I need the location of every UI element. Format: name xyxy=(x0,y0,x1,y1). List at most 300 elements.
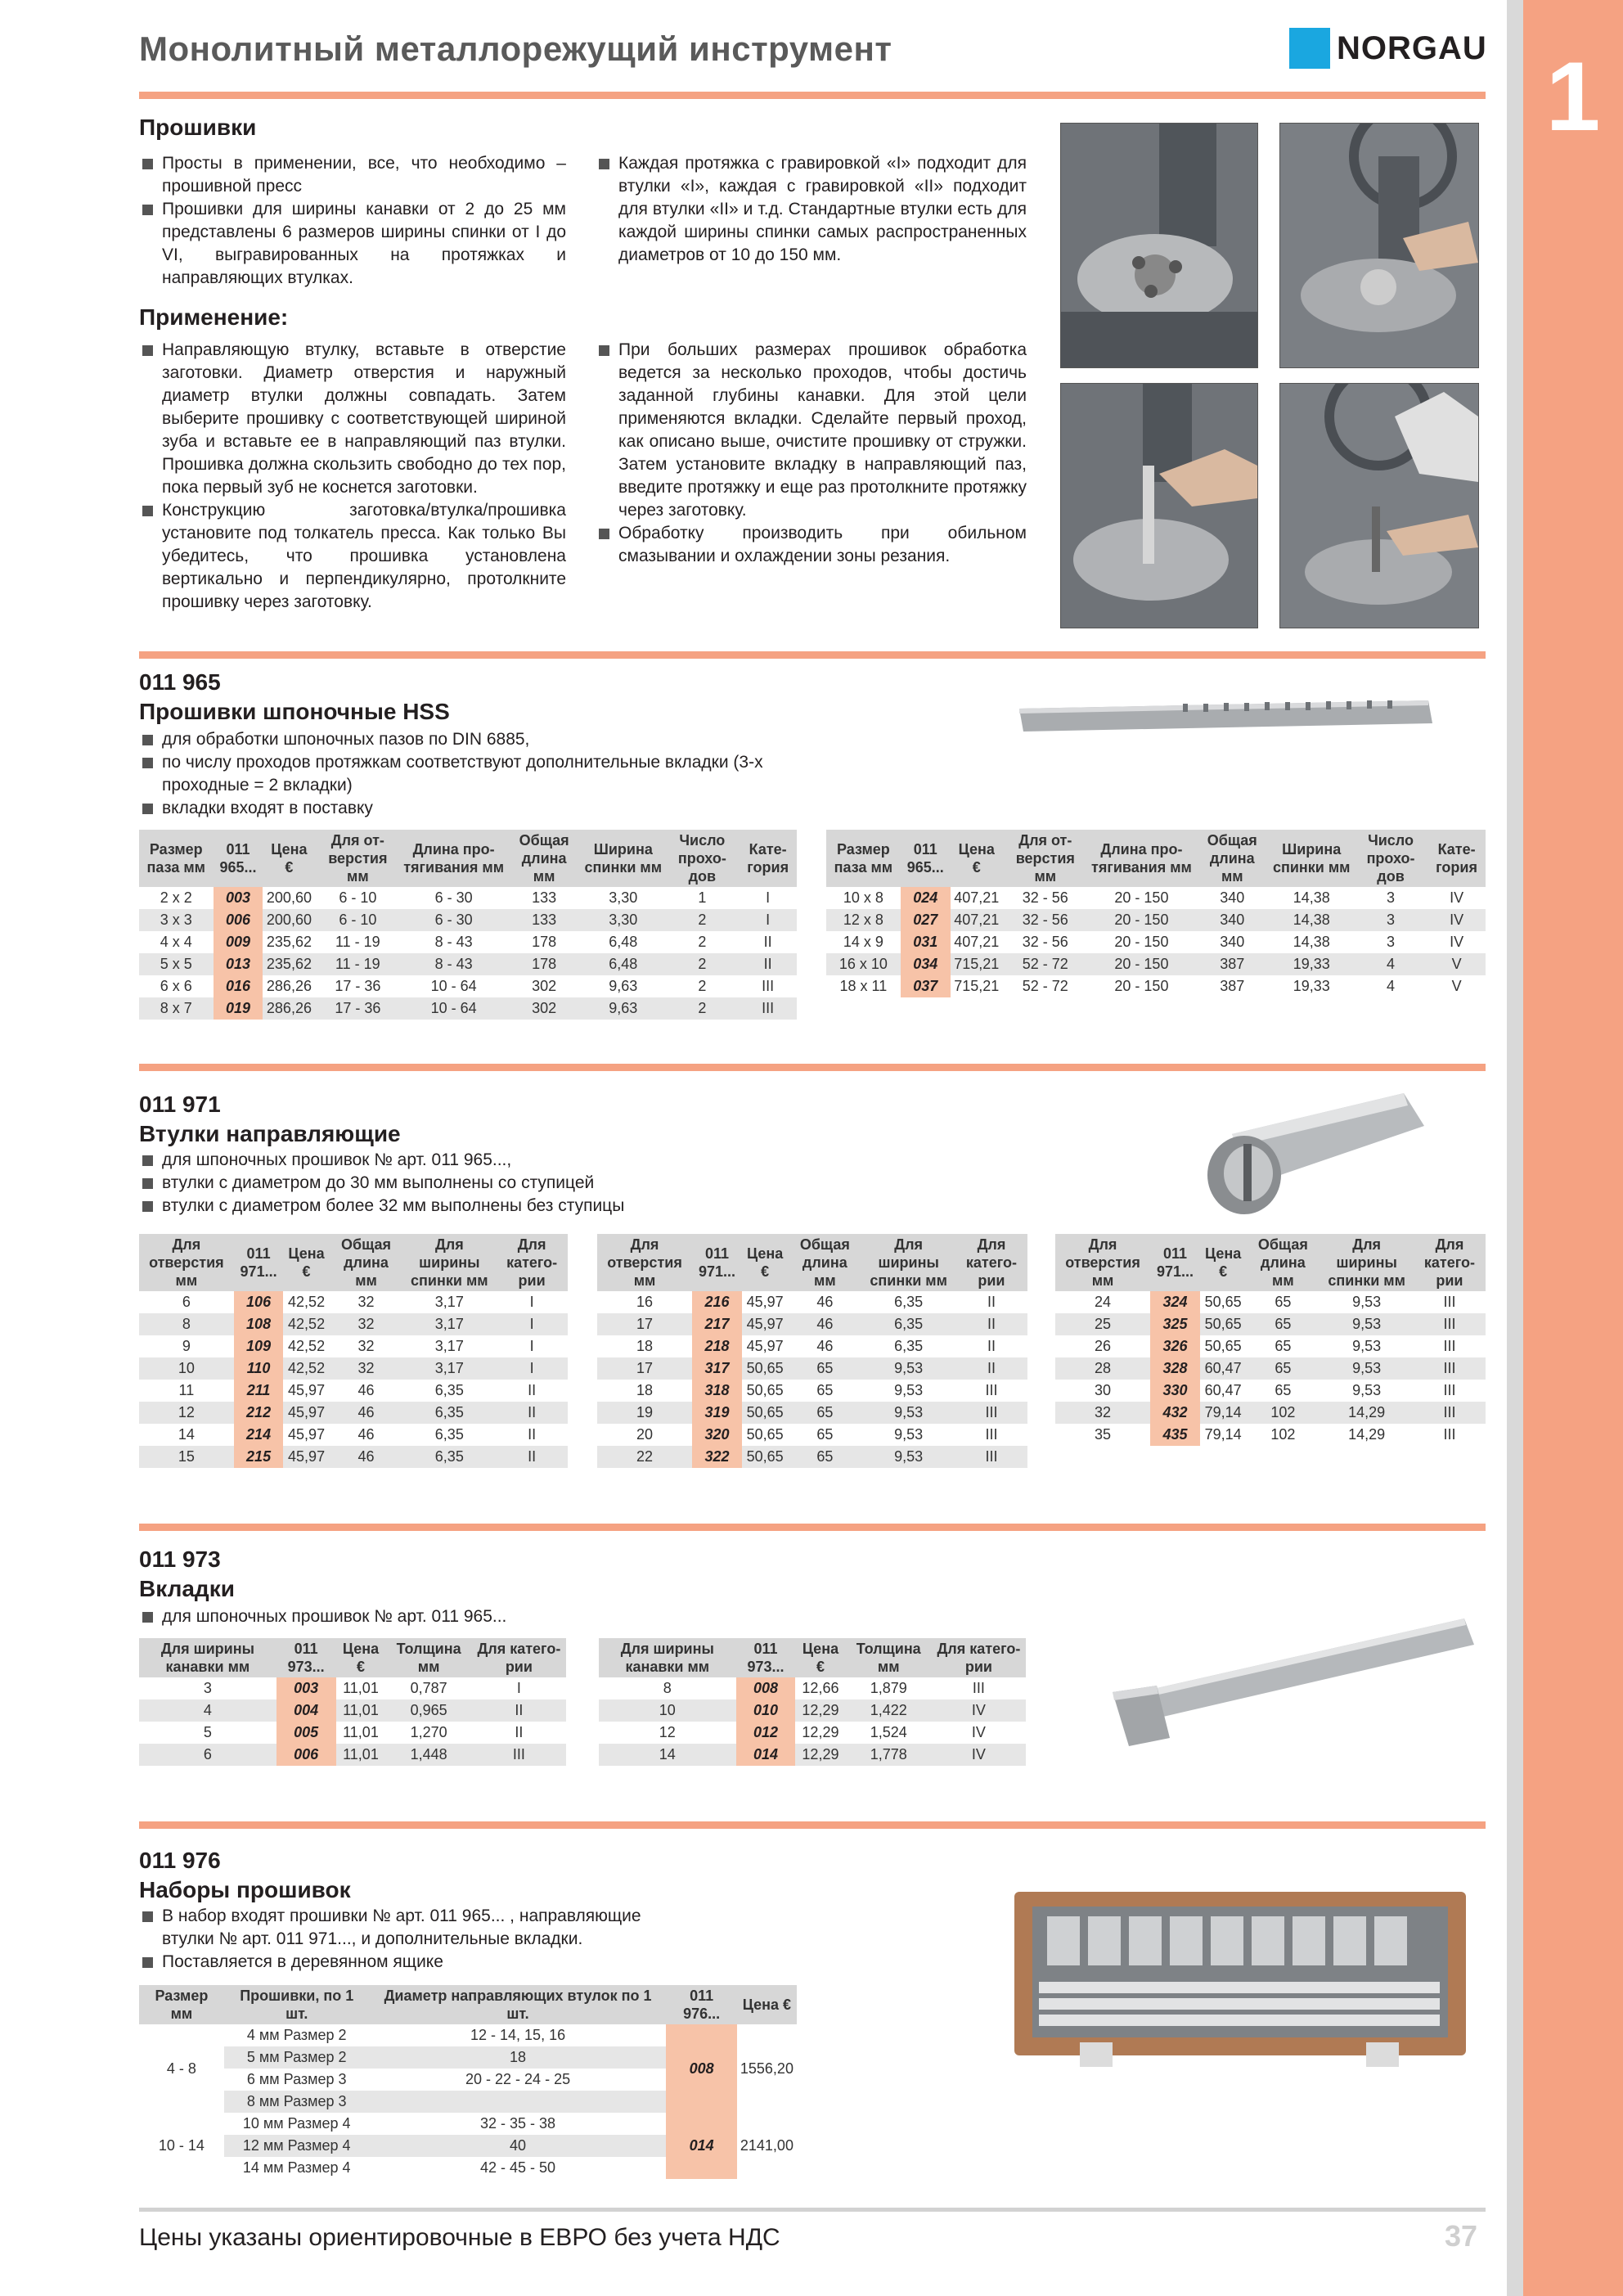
table-row xyxy=(139,953,797,975)
bullet-item: Просты в применении, все, что необходимо – прошивной пресс xyxy=(141,152,566,198)
article-suffix-cell: 317 xyxy=(692,1357,742,1380)
table-cell: 46 xyxy=(788,1313,861,1335)
table-cell: 407,21 xyxy=(954,889,1000,906)
table-row xyxy=(139,2113,797,2135)
column-header: Для ширины спинки мм xyxy=(402,1234,496,1291)
broach-image xyxy=(1019,694,1436,747)
table-cell: II xyxy=(496,1402,568,1424)
article-code-965: 011 965 xyxy=(139,669,221,695)
bullet-item: по числу проходов протяжкам соответствуют дополнительные вкладки (3-х проходные = 2 вкладки) xyxy=(141,751,812,797)
page-number: 37 xyxy=(1445,2219,1478,2253)
table-cell: 20 - 150 xyxy=(1088,953,1195,975)
column-header: Общая длина мм xyxy=(507,830,581,887)
column-header: Общая длина мм xyxy=(330,1234,403,1291)
table-cell: II xyxy=(496,1446,568,1468)
table-cell: 17 - 36 xyxy=(335,978,381,994)
table-cell: 16 xyxy=(636,1294,654,1310)
table-cell: 1,448 xyxy=(385,1744,471,1766)
table-cell: III xyxy=(1443,1294,1456,1310)
broach-table-right xyxy=(826,830,1486,997)
table-cell: 28 xyxy=(1055,1357,1150,1380)
table-cell: 50,65 xyxy=(1200,1313,1246,1335)
table-cell: 178 xyxy=(507,953,581,975)
article-suffix-cell: 324 xyxy=(1150,1291,1200,1313)
broach-item-cell: 12 мм Размер 4 xyxy=(224,2135,370,2157)
column-header: Размер паза мм xyxy=(139,830,214,887)
table-cell: 6,35 xyxy=(402,1402,496,1424)
table-cell: II xyxy=(987,1338,996,1354)
column-header: Ширина спинки мм xyxy=(1270,830,1354,887)
article-suffix-cell: 003 xyxy=(214,887,263,909)
brand-name: NORGAU xyxy=(1337,29,1487,66)
table-cell: 18 xyxy=(636,1338,654,1354)
table-cell: 3 xyxy=(1387,889,1396,906)
table-cell: 3 xyxy=(203,1680,212,1696)
column-header: Для катего- рии xyxy=(496,1234,568,1291)
table-cell: 30 xyxy=(1095,1382,1112,1398)
table-cell: 60,47 xyxy=(1200,1357,1246,1380)
table-cell: 12 xyxy=(139,1402,234,1424)
table-row xyxy=(139,2024,797,2046)
table-row xyxy=(1055,1357,1486,1380)
table-cell: I xyxy=(496,1357,568,1380)
table-row xyxy=(1055,1402,1486,1424)
table-cell: I xyxy=(496,1313,568,1335)
table-cell: IV xyxy=(1427,909,1486,931)
table-cell: 20 - 150 xyxy=(1114,978,1169,994)
intro-right-column xyxy=(597,152,1027,267)
column-header: Для катего- рии xyxy=(1414,1234,1486,1291)
article-suffix-cell: 006 xyxy=(276,1744,336,1766)
table-cell: 12,29 xyxy=(802,1724,839,1740)
table-cell: 79,14 xyxy=(1200,1402,1246,1424)
table-row xyxy=(139,1380,568,1402)
table-cell: 9,53 xyxy=(1320,1357,1414,1380)
table-cell: 340 xyxy=(1195,909,1269,931)
set-code-cell: 014 xyxy=(666,2113,736,2179)
table-cell: 3,17 xyxy=(434,1294,464,1310)
table-row xyxy=(139,1424,568,1446)
table-cell: 46 xyxy=(816,1338,834,1354)
table-cell: 18 x 11 xyxy=(839,978,888,994)
bullet-item: втулки с диаметром более 32 мм выполнены без ступицы xyxy=(141,1195,877,1218)
table-cell: 14,38 xyxy=(1270,909,1354,931)
column-header: Кате- гория xyxy=(739,830,797,887)
table-cell: 50,65 xyxy=(1204,1294,1242,1310)
table-cell: 20 - 150 xyxy=(1114,934,1169,950)
table-row xyxy=(599,1699,1026,1722)
table-cell: 65 xyxy=(816,1426,834,1443)
table-cell: 14,29 xyxy=(1348,1426,1386,1443)
table-row xyxy=(139,1446,568,1468)
table-row xyxy=(139,1744,566,1766)
table-cell: 19,33 xyxy=(1270,953,1354,975)
table-cell: 1,422 xyxy=(846,1699,932,1722)
bullet-item: Поставляется в деревянном ящике xyxy=(141,1951,697,1974)
table-cell: 1,524 xyxy=(870,1724,907,1740)
column-header: Общая длина мм xyxy=(1195,830,1269,887)
table-cell: 133 xyxy=(532,889,557,906)
table-cell: 11 xyxy=(178,1382,195,1398)
column-header: Длина про- тягивания мм xyxy=(1088,830,1195,887)
table-row xyxy=(139,1291,568,1313)
shim-table-left xyxy=(139,1638,566,1766)
section-rule-973 xyxy=(139,1524,1486,1531)
table-cell: 3,17 xyxy=(402,1357,496,1380)
table-cell: 3,17 xyxy=(402,1313,496,1335)
table-cell: III xyxy=(1443,1382,1456,1398)
table-cell: 6 - 30 xyxy=(400,909,507,931)
column-header: 011 973... xyxy=(736,1638,796,1677)
table-cell: 1,879 xyxy=(870,1680,907,1696)
table-cell: 3,17 xyxy=(434,1338,464,1354)
table-cell: 10 xyxy=(599,1699,736,1722)
table-cell: V xyxy=(1451,978,1462,994)
column-header: 011 976... xyxy=(666,1985,736,2024)
table-cell: 4 xyxy=(1354,953,1427,975)
table-cell: 12,66 xyxy=(802,1680,839,1696)
column-header: Для ширины канавки мм xyxy=(599,1638,736,1677)
article-suffix-cell: 319 xyxy=(692,1402,742,1424)
bullet-item: Обработку производить при обильном смазывании и охлаждении зоны резания. xyxy=(597,522,1027,568)
section-title-976: Наборы прошивок xyxy=(139,1877,351,1902)
article-suffix-cell: 218 xyxy=(692,1335,742,1357)
column-header: Цена € xyxy=(742,1234,788,1291)
table-cell: 50,65 xyxy=(742,1446,788,1468)
table-cell: 46 xyxy=(816,1294,834,1310)
table-cell: 10 xyxy=(139,1357,234,1380)
table-cell: III xyxy=(762,978,775,994)
table-cell: 45,97 xyxy=(283,1446,329,1468)
table-cell: 18 xyxy=(636,1382,654,1398)
table-cell: 65 xyxy=(1275,1294,1292,1310)
table-cell: 10 - 64 xyxy=(400,997,507,1020)
bushing-diameter-cell: 32 - 35 - 38 xyxy=(370,2113,667,2135)
bullets-976 xyxy=(141,1905,697,1974)
article-suffix-cell: 005 xyxy=(276,1722,336,1744)
table-cell: 20 xyxy=(636,1426,654,1443)
table-cell: 286,26 xyxy=(266,978,312,994)
article-suffix-cell: 009 xyxy=(214,931,263,953)
column-header: 011 971... xyxy=(234,1234,284,1291)
bullet-item: Каждая протяжка с гравировкой «I» подходит для втулки «I», каждая с гравировкой «II» подходит для втулки «II» и т.д. Стандартные втулки есть для каждой ширины спинки самых распространенных диаметров от 10 до 150 мм. xyxy=(597,152,1027,267)
table-cell: 65 xyxy=(788,1402,861,1424)
article-code-976: 011 976 xyxy=(139,1848,221,1873)
bullet-item: вкладки входят в поставку xyxy=(141,797,812,820)
column-header: Цена € xyxy=(1200,1234,1246,1291)
article-suffix-cell: 326 xyxy=(1150,1335,1200,1357)
table-cell: 340 xyxy=(1220,889,1245,906)
table-cell: 25 xyxy=(1055,1313,1150,1335)
table-cell: 14,38 xyxy=(1293,889,1330,906)
table-cell: 9,53 xyxy=(861,1402,955,1424)
broaching-photo-2 xyxy=(1279,123,1479,368)
table-cell: 9,53 xyxy=(894,1426,924,1443)
table-cell: 10 x 8 xyxy=(843,889,883,906)
article-suffix-cell: 019 xyxy=(214,997,263,1020)
column-header: 011 971... xyxy=(1150,1234,1200,1291)
column-header: Толщина мм xyxy=(385,1638,471,1677)
broach-set-table xyxy=(139,1985,797,2179)
column-header: Толщина мм xyxy=(846,1638,932,1677)
article-suffix-cell: 212 xyxy=(234,1402,284,1424)
table-row xyxy=(139,1402,568,1424)
table-row xyxy=(826,887,1486,909)
table-cell: 9 xyxy=(182,1338,191,1354)
table-cell: 235,62 xyxy=(263,953,315,975)
table-cell: 32 xyxy=(357,1338,375,1354)
article-suffix-cell: 037 xyxy=(901,975,951,997)
table-cell: 10 - 64 xyxy=(430,978,477,994)
table-cell: 11,01 xyxy=(343,1724,379,1740)
table-cell: 2 xyxy=(698,934,707,950)
article-suffix-cell: 330 xyxy=(1150,1380,1200,1402)
table-cell: 200,60 xyxy=(266,889,312,906)
table-cell: 45,97 xyxy=(288,1426,326,1443)
column-header: Для от- верстия мм xyxy=(1003,830,1088,887)
table-cell: 65 xyxy=(816,1382,834,1398)
table-cell: 407,21 xyxy=(954,934,1000,950)
table-cell: 3 xyxy=(1387,934,1396,950)
article-suffix-cell: 034 xyxy=(901,953,951,975)
article-suffix-cell: 109 xyxy=(234,1335,284,1357)
bushing-table-3 xyxy=(1055,1234,1486,1446)
chapter-sidebar xyxy=(1523,0,1623,2296)
bushing-diameter-cell: 18 xyxy=(370,2046,667,2069)
column-header: Размер паза мм xyxy=(826,830,901,887)
table-cell: 32 xyxy=(357,1294,375,1310)
column-header: Для от- верстия мм xyxy=(315,830,400,887)
sidebar-gray-strip xyxy=(1507,0,1523,2296)
usage-title: Применение: xyxy=(139,304,289,330)
column-header: 011 965... xyxy=(214,830,263,887)
table-row xyxy=(597,1402,1027,1424)
table-cell: 6,48 xyxy=(609,934,638,950)
table-cell: II xyxy=(987,1294,996,1310)
table-cell: 46 xyxy=(357,1426,375,1443)
bullet-item: Направляющую втулку, вставьте в отверстие заготовки. Диаметр отверстия и наружный диаметр втулки должны совпадать. Затем выберите прошивку с соответствующей шириной зуба и вставьте ее в направляющий паз втулки. Прошивка должна скользить свободно до тех пор, пока первый зуб не коснется заготовки. xyxy=(141,339,566,499)
bullet-item: Прошивки для ширины канавки от 2 до 25 мм представлены 6 размеров ширины спинки от I до VI, выгравированных на протяжках и направляющих втулках. xyxy=(141,198,566,290)
table-cell: 4 x 4 xyxy=(160,934,192,950)
table-cell: 6,35 xyxy=(402,1446,496,1468)
table-cell: 178 xyxy=(532,934,557,950)
table-cell: 19 xyxy=(597,1402,692,1424)
usage-left-column xyxy=(141,339,566,614)
table-cell: 5 xyxy=(203,1724,212,1740)
column-header: Прошивки, по 1 шт. xyxy=(224,1985,370,2024)
broach-item-cell: 14 мм Размер 4 xyxy=(224,2157,370,2179)
bullets-973 xyxy=(141,1605,877,1628)
table-cell: 16 x 10 xyxy=(826,953,901,975)
table-cell: 19,33 xyxy=(1293,978,1330,994)
article-suffix-cell: 318 xyxy=(692,1380,742,1402)
table-cell: 0,787 xyxy=(410,1680,447,1696)
bushing-diameter-cell: 20 - 22 - 24 - 25 xyxy=(370,2069,667,2091)
table-cell: 6 x 6 xyxy=(160,978,192,994)
table-cell: 6,35 xyxy=(434,1382,464,1398)
table-cell: 6 xyxy=(182,1294,191,1310)
table-cell: 286,26 xyxy=(263,997,315,1020)
bullet-item: для обработки шпоночных пазов по DIN 6885, xyxy=(141,728,812,751)
table-cell: 715,21 xyxy=(951,953,1003,975)
table-cell: 387 xyxy=(1195,953,1269,975)
table-row xyxy=(599,1722,1026,1744)
section-rule-965 xyxy=(139,651,1486,659)
broaching-photo-4 xyxy=(1279,383,1479,628)
column-header: Для ширины канавки мм xyxy=(139,1638,276,1677)
column-header: Цена € xyxy=(263,830,315,887)
table-cell: III xyxy=(1443,1338,1456,1354)
section-title-973: Вкладки xyxy=(139,1576,235,1601)
table-cell: 11,01 xyxy=(336,1699,386,1722)
section-title-965: Прошивки шпоночные HSS xyxy=(139,699,450,724)
brand-logo xyxy=(1289,28,1487,69)
table-cell: 14,29 xyxy=(1320,1402,1414,1424)
table-row xyxy=(597,1357,1027,1380)
table-cell: 9,63 xyxy=(581,997,665,1020)
table-row xyxy=(599,1744,1026,1766)
table-cell: II xyxy=(515,1724,524,1740)
bushing-diameter-cell: 40 xyxy=(370,2135,667,2157)
column-header: 011 971... xyxy=(692,1234,742,1291)
table-row xyxy=(139,1357,568,1380)
column-header: 011 973... xyxy=(276,1638,336,1677)
section-rule-976 xyxy=(139,1821,1486,1829)
table-cell: II xyxy=(528,1426,537,1443)
table-cell: 8 x 7 xyxy=(139,997,214,1020)
guide-bushing-image xyxy=(1199,1093,1428,1228)
column-header: Диаметр направляющих втулок по 1 шт. xyxy=(370,1985,667,2024)
table-cell: 1 xyxy=(698,889,707,906)
article-suffix-cell: 024 xyxy=(901,887,951,909)
column-header: Размер мм xyxy=(139,1985,224,2024)
table-cell: 42,52 xyxy=(283,1313,329,1335)
table-cell: 133 xyxy=(507,909,581,931)
table-cell: III xyxy=(985,1382,998,1398)
article-suffix-cell: 328 xyxy=(1150,1357,1200,1380)
column-header: Цена € xyxy=(795,1638,845,1677)
article-code-973: 011 973 xyxy=(139,1546,221,1572)
table-cell: 1,270 xyxy=(410,1724,447,1740)
column-header: Цена € xyxy=(283,1234,329,1291)
table-cell: III xyxy=(1414,1402,1486,1424)
table-cell: II xyxy=(739,953,797,975)
table-cell: 6,35 xyxy=(894,1338,924,1354)
table-cell: 50,65 xyxy=(746,1426,784,1443)
column-header: Цена € xyxy=(737,1985,797,2024)
article-suffix-cell: 004 xyxy=(276,1699,336,1722)
table-cell: 45,97 xyxy=(283,1402,329,1424)
table-cell: 79,14 xyxy=(1204,1426,1242,1443)
table-cell: 3,30 xyxy=(581,909,665,931)
bullet-item: В набор входят прошивки № арт. 011 965... , направляющие втулки № арт. 011 971..., и дополнительные вкладки. xyxy=(141,1905,697,1951)
article-suffix-cell: 216 xyxy=(692,1291,742,1313)
set-price-cell: 1556,20 xyxy=(737,2024,797,2113)
table-cell: III xyxy=(1414,1313,1486,1335)
table-cell: 50,65 xyxy=(1204,1338,1242,1354)
table-cell: 6 - 10 xyxy=(315,909,400,931)
table-row xyxy=(826,975,1486,997)
table-cell: II xyxy=(955,1357,1027,1380)
table-row xyxy=(139,975,797,997)
table-row xyxy=(597,1313,1027,1335)
table-cell: I xyxy=(516,1680,521,1696)
table-cell: 11,01 xyxy=(336,1744,386,1766)
table-cell: 11 - 19 xyxy=(335,934,380,950)
column-header: Общая длина мм xyxy=(1246,1234,1320,1291)
broach-item-cell: 6 мм Размер 3 xyxy=(224,2069,370,2091)
table-cell: 340 xyxy=(1220,934,1245,950)
article-suffix-cell: 217 xyxy=(692,1313,742,1335)
bushing-table-1 xyxy=(139,1234,568,1468)
bushing-diameter-cell: 42 - 45 - 50 xyxy=(370,2157,667,2179)
article-suffix-cell: 106 xyxy=(234,1291,284,1313)
table-cell: 2 xyxy=(665,909,739,931)
bullet-item: Конструкцию заготовка/втулка/прошивка установите под толкатель пресса. Как только Вы убедитесь, что прошивка установлена вертикально и перпендикулярно, протолкните прошивку через заготовку. xyxy=(141,499,566,614)
article-suffix-cell: 325 xyxy=(1150,1313,1200,1335)
table-row xyxy=(139,909,797,931)
footer-note: Цены указаны ориентировочные в ЕВРО без учета НДС xyxy=(139,2224,780,2251)
table-row xyxy=(139,931,797,953)
table-cell: 15 xyxy=(139,1446,234,1468)
column-header: Число прохо- дов xyxy=(665,830,739,887)
table-cell: 2 xyxy=(665,953,739,975)
table-cell: IV xyxy=(1450,889,1464,906)
column-header: Для катего- рии xyxy=(472,1638,566,1677)
table-cell: 52 - 72 xyxy=(1003,953,1088,975)
table-cell: 387 xyxy=(1220,978,1245,994)
table-cell: 12 xyxy=(659,1724,676,1740)
table-cell: IV xyxy=(932,1744,1026,1766)
article-suffix-cell: 108 xyxy=(234,1313,284,1335)
table-cell: 8 - 43 xyxy=(400,953,507,975)
intro-left-column xyxy=(141,152,566,290)
bushing-diameter-cell: 12 - 14, 15, 16 xyxy=(370,2024,667,2046)
table-cell: 2 xyxy=(698,978,707,994)
table-cell: II xyxy=(763,934,772,950)
table-cell: 9,53 xyxy=(894,1382,924,1398)
article-suffix-cell: 211 xyxy=(234,1380,284,1402)
table-cell: 46 xyxy=(330,1446,403,1468)
usage-right-column xyxy=(597,339,1027,568)
table-cell: 35 xyxy=(1095,1426,1112,1443)
table-cell: 17 xyxy=(597,1357,692,1380)
table-cell: 200,60 xyxy=(263,909,315,931)
column-header: Для ширины спинки мм xyxy=(861,1234,955,1291)
table-cell: 65 xyxy=(1275,1382,1292,1398)
table-cell: 4 xyxy=(139,1699,276,1722)
article-suffix-cell: 012 xyxy=(736,1722,796,1744)
table-cell: 4 xyxy=(1387,978,1396,994)
column-header: Для отверстия мм xyxy=(139,1234,234,1291)
table-cell: 6 xyxy=(139,1744,276,1766)
table-cell: 65 xyxy=(1246,1313,1320,1335)
table-row xyxy=(597,1424,1027,1446)
table-row xyxy=(1055,1291,1486,1313)
table-cell: 32 xyxy=(330,1313,403,1335)
column-header: Общая длина мм xyxy=(788,1234,861,1291)
intro-title: Прошивки xyxy=(139,115,257,140)
article-suffix-cell: 320 xyxy=(692,1424,742,1446)
table-row xyxy=(597,1380,1027,1402)
table-cell: 14 xyxy=(599,1744,736,1766)
table-cell: 2 xyxy=(665,997,739,1020)
shim-table-right xyxy=(599,1638,1026,1766)
bullet-item: При больших размерах прошивок обработка ведется за несколько проходов, чтобы достичь заданной глубины канавки. Для этой цели применяются вкладки. Сделайте первый проход, как описано выше, очистите прошивку от стружки. Затем установите вкладку в направляющий паз, введите протяжку и еще раз протолкните протяжку через заготовку. xyxy=(597,339,1027,522)
table-cell: II xyxy=(472,1699,566,1722)
table-cell: II xyxy=(528,1382,537,1398)
table-cell: 8 - 43 xyxy=(434,934,473,950)
